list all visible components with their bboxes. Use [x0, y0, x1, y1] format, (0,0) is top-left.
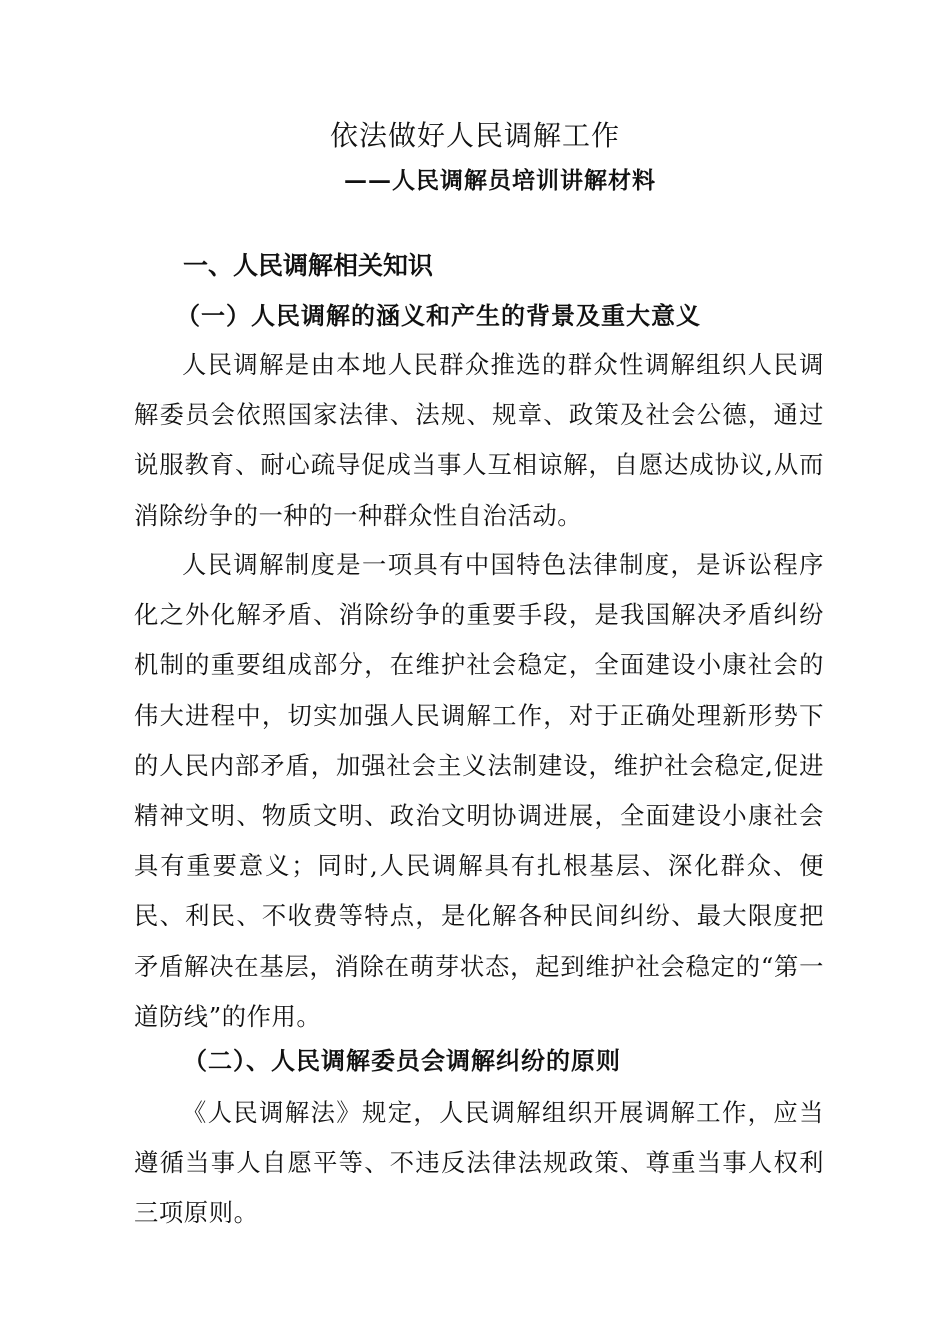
subsection-heading-1: （一）人民调解的涵义和产生的背景及重大意义: [176, 301, 701, 330]
document-title: 依法做好人民调解工作: [329, 119, 620, 152]
subsection-heading-2: （二）、人民调解委员会调解纠纷的原则: [183, 1046, 621, 1075]
paragraph-2: 人民调解制度是一项具有中国特色法律制度，是诉讼程序化之外化解矛盾、消除纷争的重要手段，是我国解决矛盾纠纷机制的重要组成部分，在维护社会稳定，全面建设小康社会的伟大进程中，切实加强人民调解工作，对于正确处理新形势下的人民内部矛盾，加强社会主义法制建设，维护社会稳定,促进精神文明、物质文明、政治文明协调进展，全面建设小康社会具有重要意义；同时,人民调解具有扎根基层、深化群众、便民、利民、不收费等特点，是化解各种民间纠纷、最大限度把矛盾解决在基层，消除在萌芽状态，起到维护社会稳定的“第一道防线”的作用。: [134, 550, 824, 1031]
section-heading-1: 一、人民调解相关知识: [183, 251, 434, 280]
document-subtitle: ——人民调解员培训讲解材料: [344, 167, 656, 194]
paragraph-1: 人民调解是由本地人民群众推选的群众性调解组织人民调解委员会依照国家法律、法规、规章、政策及社会公德，通过说服教育、耐心疏导促成当事人互相谅解，自愿达成协议,从而消除纷争的一种的一种群众性自治活动。: [134, 350, 824, 530]
paragraph-3: 《人民调解法》规定，人民调解组织开展调解工作，应当遵循当事人自愿平等、不违反法律法规政策、尊重当事人权利三项原则。: [134, 1098, 824, 1228]
